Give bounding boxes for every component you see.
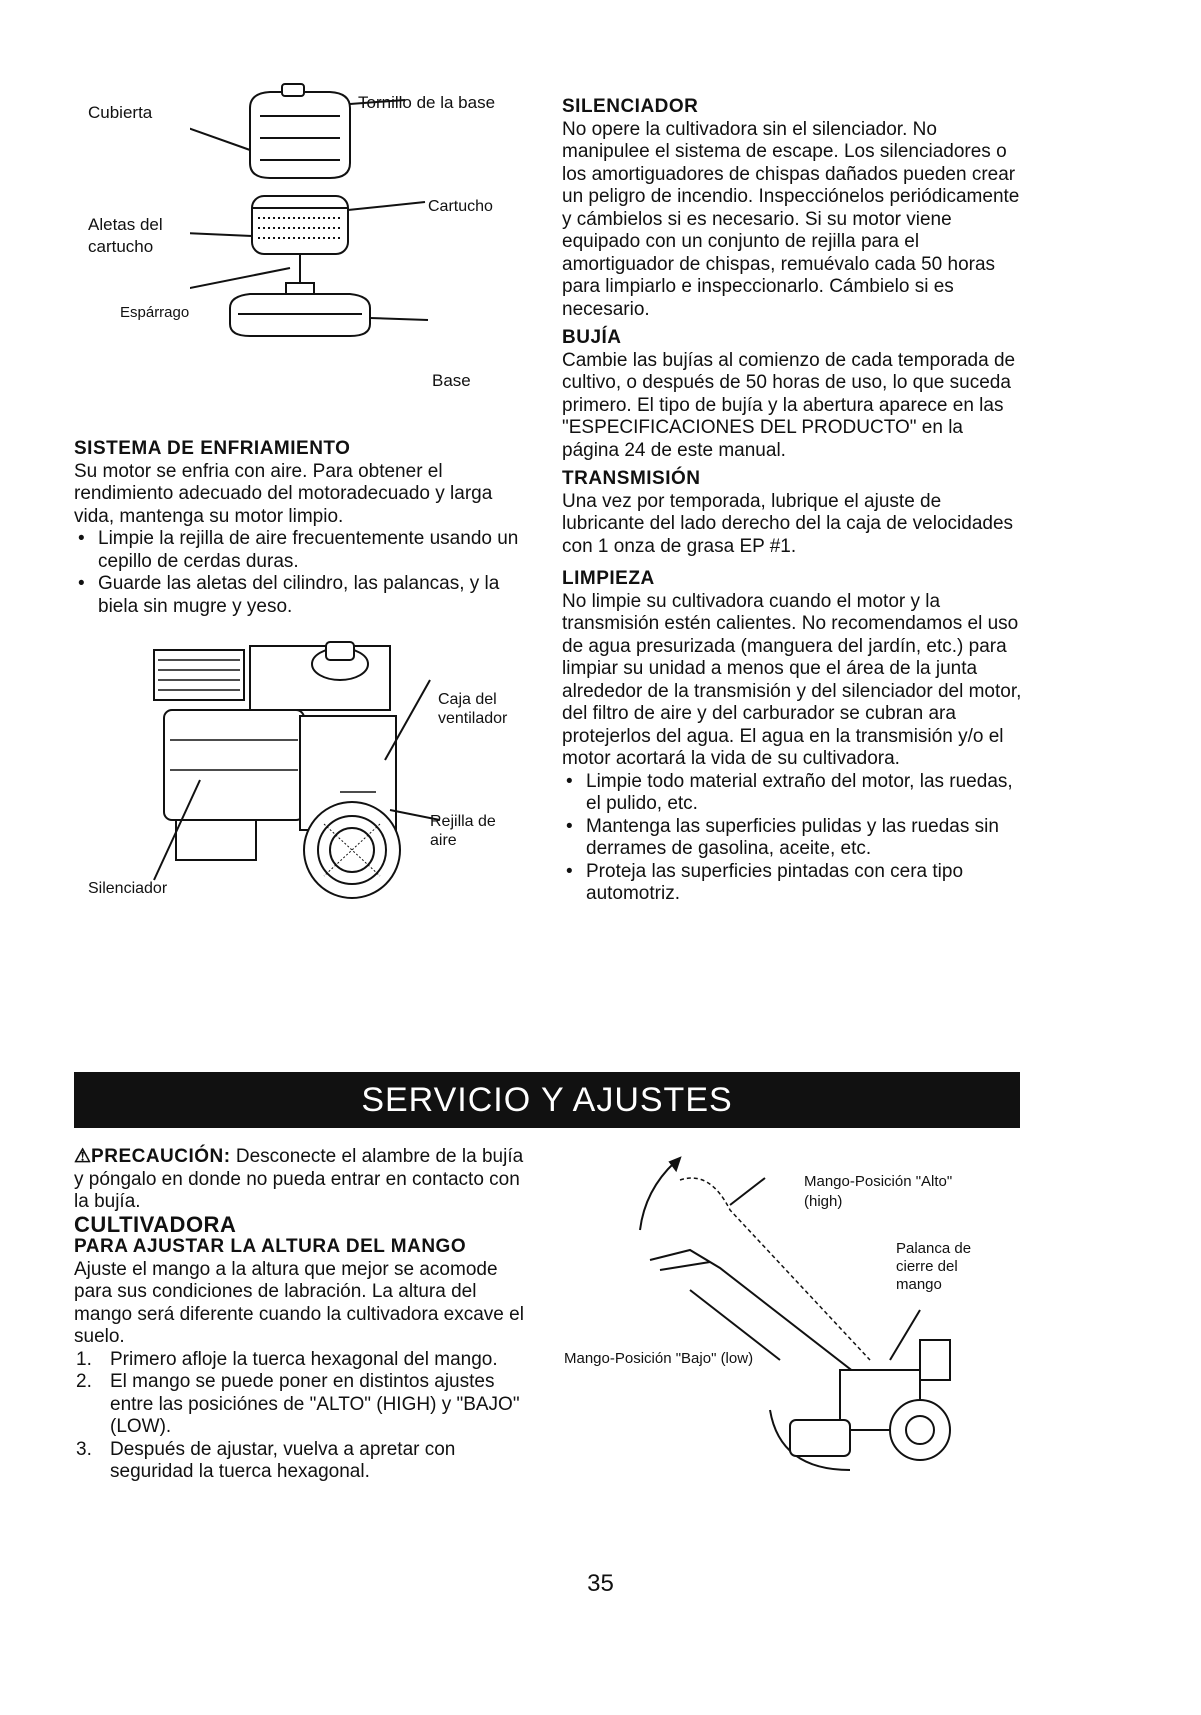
cultivadora-section xyxy=(74,1146,529,1484)
cultivadora-steps xyxy=(74,1349,529,1484)
cooling-section xyxy=(74,438,529,618)
label-mango-alto: Mango-Posición "Alto" (high) xyxy=(804,1173,953,1210)
list-item: 2. El mango se puede poner en distintos ajustes entre las posiciónes de "ALTO" (HIGH) y "BAJO" (LOW). xyxy=(76,1371,520,1437)
silenciador-heading: SILENCIADOR xyxy=(562,96,699,117)
bujia-text: Cambie las bujías al comienzo de cada temporada de cultivo, o después de 50 horas de uso, lo que suceda primero. El tipo de bujía y la abertura aparece en las "ESPECIFICACIONES DEL PRODUCTO" en la página 24 de este manual. xyxy=(562,349,1016,461)
limpieza-heading: LIMPIEZA xyxy=(562,568,655,589)
silenciador-text: No opere la cultivadora sin el silenciador. No manipulee el sistema de escape. Los silenciadores o los amortiguadores de chispas dañados pueden crear un peligro de incendio. Inspecciónelos periódicamente y cámbielos si es necesario. Si su motor viene equipado con un conjunto de rejilla para el amortiguador de chispas, remuévalo cada 50 horas para limpiarlo e inspeccionarlo. Cámbielo si es necesario. xyxy=(562,118,1020,320)
label-esparrago: Espárrago xyxy=(120,304,190,321)
cooling-heading: SISTEMA DE ENFRIAMIENTO xyxy=(74,438,351,459)
air-filter-illustration xyxy=(190,78,460,338)
section-banner: SERVICIO Y AJUSTES xyxy=(74,1072,1020,1128)
transmision-heading: TRANSMISIÓN xyxy=(562,468,701,489)
cultivadora-heading: CULTIVADORA xyxy=(74,1211,237,1237)
label-aletas: Aletas del cartucho xyxy=(88,215,163,256)
caution-text: Desconecte el alambre de la bujía y póngalo en donde no pueda entrar en contacto con la bujía. xyxy=(74,1146,524,1212)
label-cubierta: Cubierta xyxy=(88,103,153,122)
list-item: • Limpie la rejilla de aire frecuentemente usando un cepillo de cerdas duras. xyxy=(74,528,529,573)
list-item: 1. Primero afloje la tuerca hexagonal del mango. xyxy=(76,1348,498,1370)
bujia-heading: BUJÍA xyxy=(562,327,622,348)
right-column xyxy=(562,96,1022,906)
list-item: • Limpie todo material extraño del motor, las ruedas, el pulido, etc. xyxy=(562,771,1022,816)
cooling-intro: Su motor se enfria con aire. Para obtener el rendimiento adecuado del motoradecuado y larga vida, mantenga su motor limpio. xyxy=(74,460,493,527)
label-caja-ventilador: Caja del ventilador xyxy=(438,691,508,727)
label-mango-bajo: Mango-Posición "Bajo" (low) xyxy=(564,1350,754,1367)
warning-icon: ⚠ xyxy=(74,1146,92,1167)
label-rejilla: Rejilla de aire xyxy=(430,813,496,849)
list-item: • Mantenga las superficies pulidas y las ruedas sin derrames de gasolina, aceite, etc. xyxy=(562,816,1022,861)
cultivadora-intro: Ajuste el mango a la altura que mejor se acomode para sus condiciones de labración. La altura del mango será diferente cuando la cultivadora excave el suelo. xyxy=(74,1258,524,1347)
label-palanca: Palanca de cierre del mango xyxy=(896,1240,972,1293)
list-item: • Proteja las superficies pintadas con cera tipo automotriz. xyxy=(562,861,1022,906)
caution-paragraph xyxy=(74,1146,529,1214)
label-tornillo: Tornillo de la base xyxy=(358,93,496,112)
engine-illustration xyxy=(140,640,440,905)
limpieza-text: No limpie su cultivadora cuando el motor y la transmisión estén calientes. No recomendamos el uso de agua presurizada (manguera del jardín, etc.) para limpiar su unidad a menos que el área de la junta alrededor de la transmisión y del silenciador del motor, del filtro de aire y del carburador se cubran ara protejerlos del agua. El agua en la transmisión y/o el motor acortará la vida de su cultivadora. xyxy=(562,590,1022,769)
limpieza-bullets xyxy=(562,771,1022,906)
label-silenciador: Silenciador xyxy=(88,880,168,897)
list-item: • Guarde las aletas del cilindro, las palancas, y la biela sin mugre y yeso. xyxy=(74,573,529,618)
label-base: Base xyxy=(432,371,471,390)
list-item: 3. Después de ajustar, vuelva a apretar con seguridad la tuerca hexagonal. xyxy=(76,1438,456,1482)
cultivadora-subheading: PARA AJUSTAR LA ALTURA DEL MANGO xyxy=(74,1236,467,1257)
transmision-text: Una vez por temporada, lubrique el ajuste de lubricante del lado derecho del la caja de velocidades con 1 onza de grasa EP #1. xyxy=(562,490,1014,557)
caution-label: PRECAUCIÓN: xyxy=(91,1146,231,1167)
page-number: 35 xyxy=(587,1570,614,1597)
label-cartucho: Cartucho xyxy=(428,198,493,215)
cooling-bullets xyxy=(74,528,529,618)
